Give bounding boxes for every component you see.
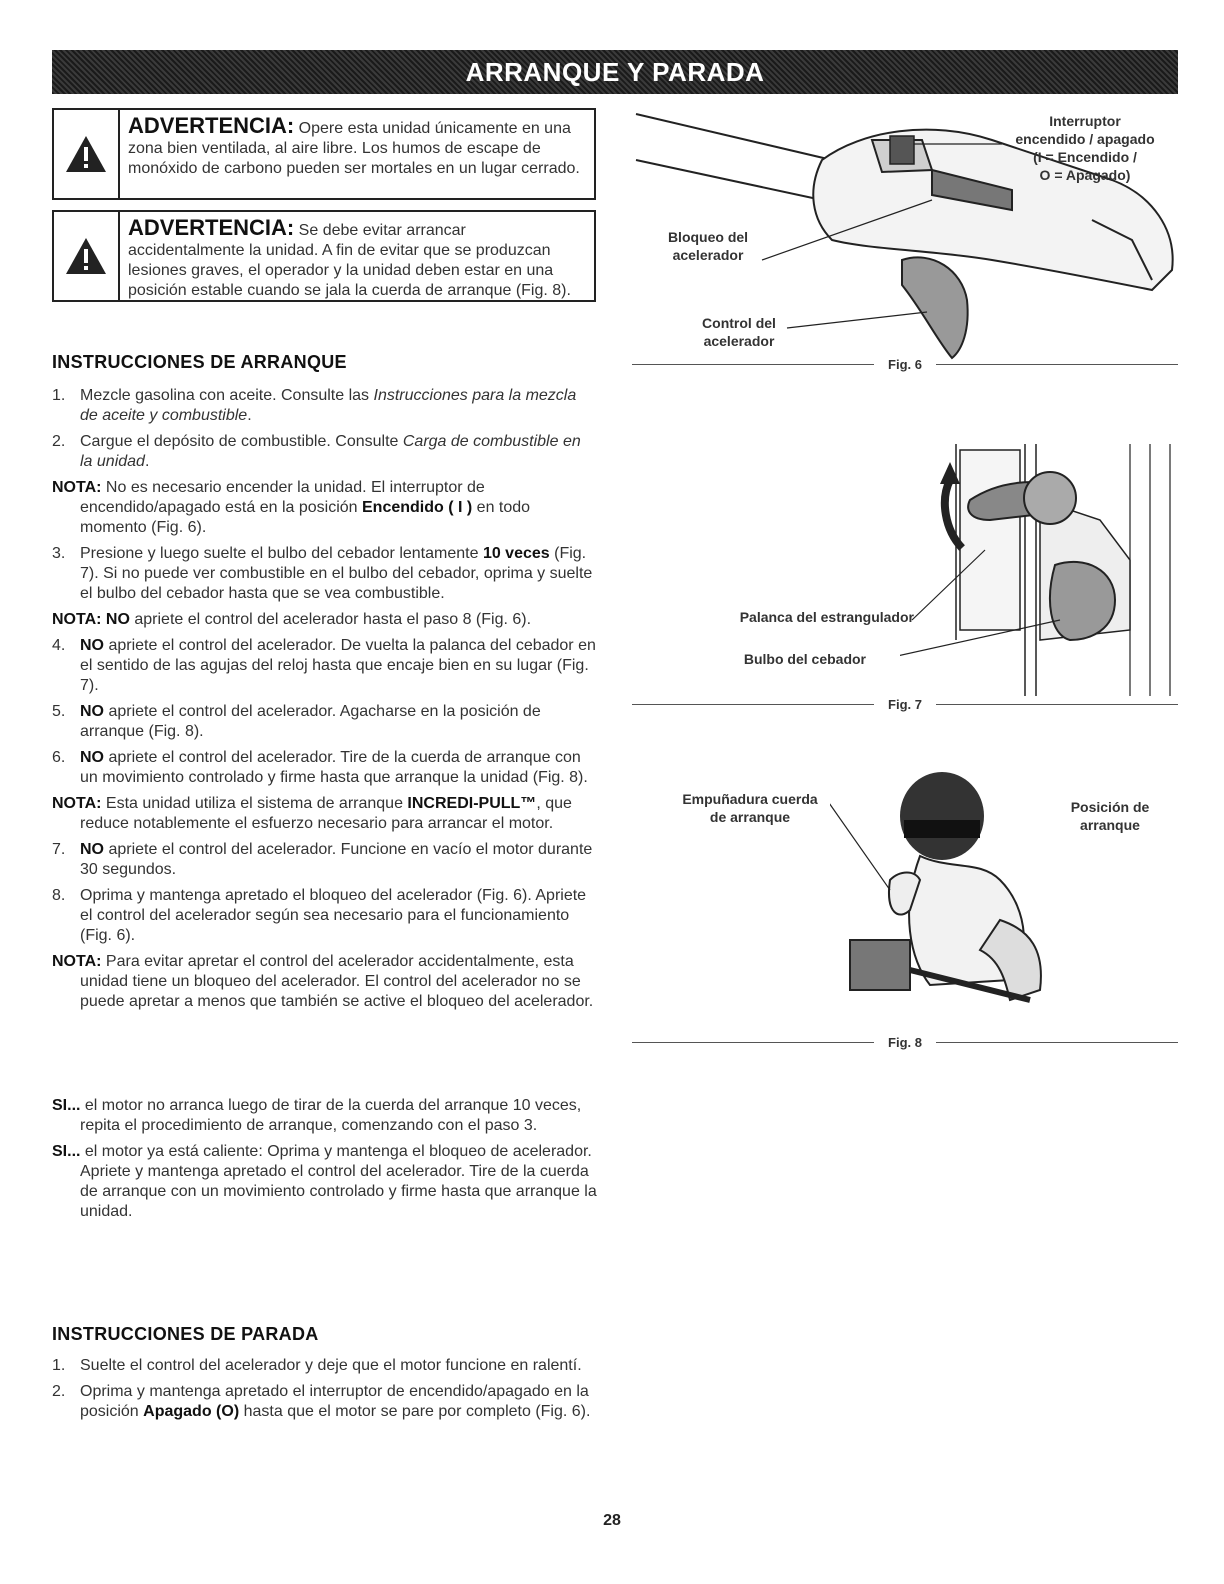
start-instructions-list bbox=[52, 386, 597, 1018]
fig6-label-throttle-control: Control del acelerador bbox=[702, 315, 776, 349]
fig6-label-switch: Interruptor encendido / apagado (I = Encendido / O = Apagado) bbox=[1015, 113, 1155, 183]
warning-text bbox=[120, 110, 594, 198]
warning-icon-cell bbox=[54, 212, 120, 300]
note: NOTA: Para evitar apretar el control del acelerador accidentalmente, esta unidad tiene un bloqueo del acelerador. El control del acelerador no se puede apretar a menos que también se active el bloqueo del acelerador. bbox=[52, 953, 594, 1010]
warning-box-ventilation bbox=[52, 108, 596, 200]
fig8-label-starter-grip: Empuñadura cuerda de arranque bbox=[682, 791, 818, 825]
list-item: 1. Mezcle gasolina con aceite. Consulte las Instrucciones para la mezcla de aceite y combustible. bbox=[52, 387, 577, 424]
list-item: 6. NO apriete el control del acelerador. Tire de la cuerda de arranque con un movimiento controlado y firme hasta que arranque la unidad (Fig. 8). bbox=[52, 749, 588, 786]
warning-triangle-icon bbox=[64, 236, 108, 276]
warning-body: Se debe evitar arrancar accidentalmente la unidad. A fin de evitar que se produzcan lesiones graves, el operador y la unidad deben estar en una posición estable cuando se jala la cuerda de arranque (Fig. 8). bbox=[128, 222, 571, 299]
fig6-label-throttle-lock: Bloqueo del acelerador bbox=[667, 229, 749, 263]
note: NOTA: Esta unidad utiliza el sistema de arranque INCREDI-PULL™, que reduce notablemente el esfuerzo necesario para arrancar el motor. bbox=[52, 795, 572, 832]
troubleshooting-list bbox=[52, 1096, 597, 1228]
list-item: 1. Suelte el control del acelerador y deje que el motor funcione en ralentí. bbox=[52, 1357, 582, 1374]
warning-icon-cell bbox=[54, 110, 120, 198]
list-item: 8. Oprima y mantenga apretado el bloqueo del acelerador (Fig. 6). Apriete el control del acelerador según sea necesario para el funcionamiento (Fig. 6). bbox=[52, 887, 587, 944]
fig8-label-starting-position: Posición de arranque bbox=[1070, 799, 1150, 833]
list-item: 4. NO apriete el control del acelerador. De vuelta la palanca del cebador en el sentido de las agujas del reloj hasta que encaje bien en su lugar (Fig. 7). bbox=[52, 637, 596, 694]
warning-body: Opere esta unidad únicamente en una zona bien ventilada, al aire libre. Los humos de escape de monóxido de carbono pueden ser mortales en un lugar cerrado. bbox=[128, 120, 580, 177]
stop-instructions-heading: INSTRUCCIONES DE PARADA bbox=[52, 1324, 319, 1344]
list-item: 5. NO apriete el control del acelerador. Agacharse en la posición de arranque (Fig. 8). bbox=[52, 703, 541, 740]
fig7-caption: Fig. 7 bbox=[632, 694, 1178, 714]
fig7-label-primer-bulb: Bulbo del cebador bbox=[743, 651, 866, 667]
page-number: 28 bbox=[603, 1512, 621, 1529]
note: NOTA: NO apriete el control del acelerador hasta el paso 8 (Fig. 6). bbox=[52, 611, 532, 628]
si-condition: SI... el motor no arranca luego de tirar de la cuerda del arranque 10 veces, repita el procedimiento de arranque, comenzando con el paso 3. bbox=[52, 1097, 582, 1134]
fig6-caption: Fig. 6 bbox=[632, 354, 1178, 374]
si-condition: SI... el motor ya está caliente: Oprima y mantenga el bloqueo de acelerador. Apriete y mantenga apretado el control del acelerador. Tire de la cuerda de arranque con un movimiento controlado y firme hasta que arranque la unidad. bbox=[52, 1143, 597, 1220]
section-banner bbox=[52, 50, 1178, 94]
start-instructions-heading: INSTRUCCIONES DE ARRANQUE bbox=[52, 352, 347, 372]
list-item: 7. NO apriete el control del acelerador. Funcione en vacío el motor durante 30 segundos. bbox=[52, 841, 593, 878]
fig8-starting-position-illustration bbox=[830, 760, 1070, 1030]
warning-box-accidental-start bbox=[52, 210, 596, 302]
fig7-label-choke-lever: Palanca del estrangulador bbox=[739, 609, 914, 625]
fig8-caption: Fig. 8 bbox=[632, 1032, 1178, 1052]
list-item: 2. Oprima y mantenga apretado el interruptor de encendido/apagado en la posición Apagado (O) hasta que el motor se pare por completo (Fig. 6). bbox=[52, 1383, 591, 1420]
warning-text bbox=[120, 212, 594, 300]
note: NOTA: No es necesario encender la unidad. El interruptor de encendido/apagado está en la posición Encendido ( I ) en todo momento (Fig. 6). bbox=[52, 479, 531, 536]
warning-label: ADVERTENCIA: bbox=[128, 215, 295, 240]
fig7-choke-primer-illustration bbox=[900, 440, 1178, 698]
warning-label: ADVERTENCIA: bbox=[128, 113, 295, 138]
banner-title: ARRANQUE Y PARADA bbox=[465, 56, 765, 87]
stop-instructions-list bbox=[52, 1356, 597, 1428]
list-item: 3. Presione y luego suelte el bulbo del cebador lentamente 10 veces (Fig. 7). Si no puede ver combustible en el bulbo del cebador, oprima y suelte el bulbo del cebador hasta que se vea combustible. bbox=[52, 545, 593, 602]
list-item: 2. Cargue el depósito de combustible. Consulte Carga de combustible en la unidad. bbox=[52, 433, 581, 470]
warning-triangle-icon bbox=[64, 134, 108, 174]
